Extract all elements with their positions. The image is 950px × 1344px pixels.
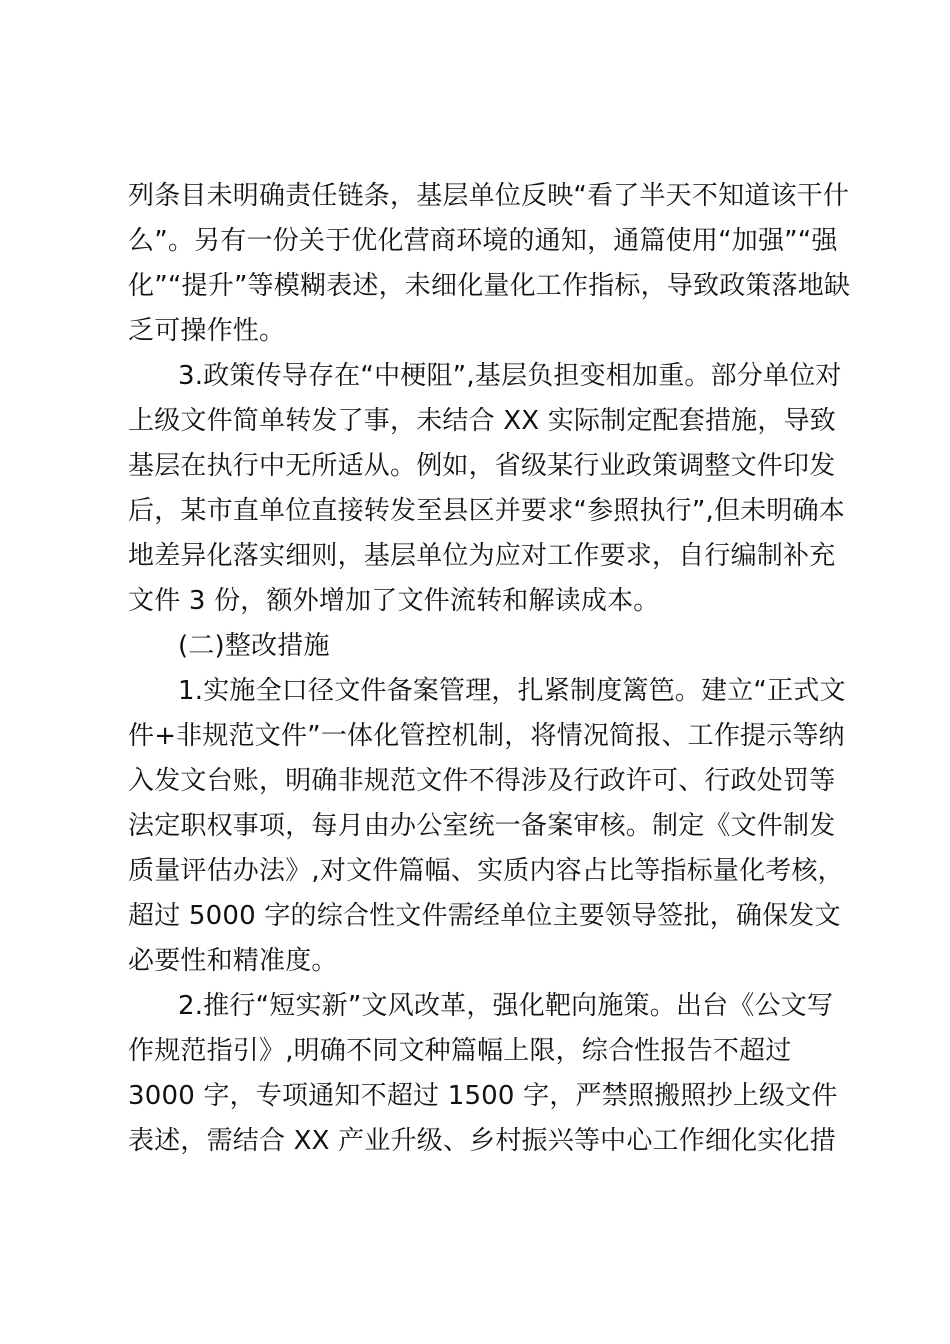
- body-text-line: 后，某市直单位直接转发至县区并要求“参照执行”,但未明确本: [128, 496, 846, 526]
- body-text-line: 乏可操作性。: [128, 316, 286, 346]
- body-text-line: 3000 字，专项通知不超过 1500 字，严禁照搬照抄上级文件: [128, 1081, 838, 1111]
- body-text-line: 地差异化落实细则，基层单位为应对工作要求，自行编制补充: [128, 541, 836, 571]
- section-heading: (二)整改措施: [178, 631, 330, 661]
- body-text-line: 上级文件简单转发了事，未结合 XX 实际制定配套措施，导致: [128, 406, 836, 436]
- body-text-line: 质量评估办法》,对文件篇幅、实质内容占比等指标量化考核，: [128, 856, 844, 886]
- body-text-line: 超过 5000 字的综合性文件需经单位主要领导签批，确保发文: [128, 901, 841, 931]
- body-text-line: 法定职权事项，每月由办公室统一备案审核。制定《文件制发: [128, 811, 836, 841]
- body-text-line: 文件 3 份，额外增加了文件流转和解读成本。: [128, 586, 660, 616]
- body-text-line: 入发文台账，明确非规范文件不得涉及行政许可、行政处罚等: [128, 766, 836, 796]
- body-text-line: 表述，需结合 XX 产业升级、乡村振兴等中心工作细化实化措: [128, 1126, 836, 1156]
- body-text-line: 列条目未明确责任链条，基层单位反映“看了半天不知道该干什: [128, 181, 850, 211]
- body-text-line: 件+非规范文件”一体化管控机制，将情况简报、工作提示等纳: [128, 721, 845, 751]
- body-text-line: 基层在执行中无所适从。例如，省级某行业政策调整文件印发: [128, 451, 836, 481]
- body-text-line: 么”。另有一份关于优化营商环境的通知，通篇使用“加强”“强: [128, 226, 838, 256]
- body-text-line: 化”“提升”等模糊表述，未细化量化工作指标，导致政策落地缺: [128, 271, 851, 301]
- paragraph-heading-line: 2.推行“短实新”文风改革，强化靶向施策。出台《公文写: [178, 991, 834, 1021]
- paragraph-heading-line: 3.政策传导存在“中梗阻”,基层负担变相加重。部分单位对: [178, 361, 842, 391]
- body-text-line: 必要性和精准度。: [128, 946, 338, 976]
- paragraph-heading-line: 1.实施全口径文件备案管理，扎紧制度篱笆。建立“正式文: [178, 676, 846, 706]
- body-text-line: 作规范指引》,明确不同文种篇幅上限，综合性报告不超过: [128, 1036, 792, 1066]
